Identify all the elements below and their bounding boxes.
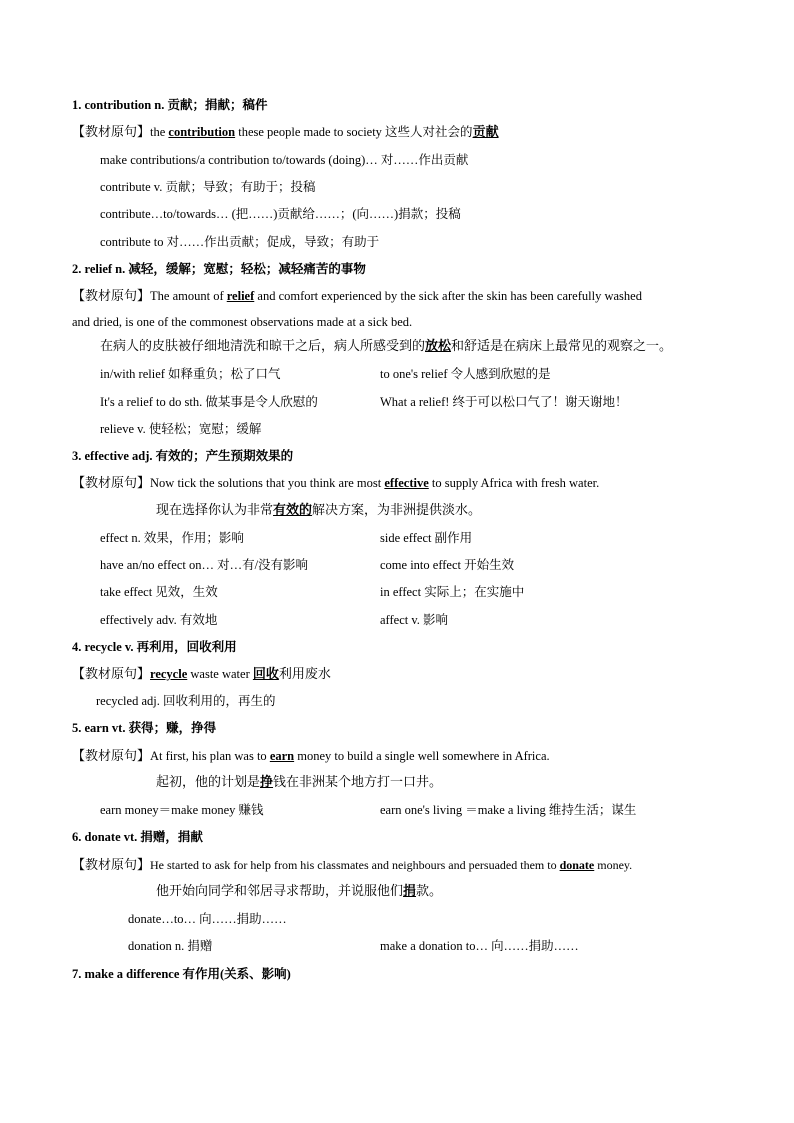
- example-tag: 【教材原句】: [72, 476, 151, 491]
- example-text: to supply Africa with fresh water.: [428, 476, 600, 490]
- example-keyword: recycle: [150, 667, 188, 681]
- item-2-example-cont: and dried, is one of the commonest observations made at a sick bed.: [72, 315, 413, 329]
- item-3-phrase: side effect 副作用: [380, 531, 473, 545]
- item-4-heading: 4. recycle v. 再利用，回收利用: [72, 640, 237, 654]
- translation-keyword: 放松: [425, 339, 452, 354]
- item-6-phrase: make a donation to… 向……捐助……: [380, 939, 579, 953]
- example-text: Now tick the solutions that you think are most: [150, 476, 385, 490]
- item-2-phrase: relieve v. 使轻松；宽慰；缓解: [100, 422, 262, 436]
- translation-keyword: 挣: [260, 775, 274, 790]
- item-3-heading: 3. effective adj. 有效的；产生预期效果的: [72, 449, 294, 463]
- item-1-phrase: contribute to 对……作出贡献；促成，导致；有助于: [100, 235, 380, 249]
- item-1-example: [72, 124, 499, 141]
- example-keyword-zh: 贡献: [472, 125, 499, 140]
- example-keyword: earn: [269, 749, 295, 763]
- item-1-phrase: contribute v. 贡献；导致；有助于；投稿: [100, 180, 316, 194]
- example-keyword: contribution: [168, 125, 236, 139]
- example-text: money.: [594, 858, 633, 872]
- item-5-phrase: earn money＝make money 赚钱: [100, 803, 264, 817]
- example-text: money to build a single well somewhere in Africa.: [294, 749, 550, 763]
- example-text: At first, his plan was to: [150, 749, 270, 763]
- translation-text: 他开始向同学和邻居寻求帮助，并说服他们: [156, 884, 404, 899]
- item-3-phrase: affect v. 影响: [380, 613, 449, 627]
- example-text: He started to ask for help from his classmates and neighbours and persuaded them to: [150, 858, 560, 872]
- translation-keyword: 有效的: [273, 503, 313, 518]
- translation-text: 款。: [416, 884, 443, 899]
- item-7-heading: 7. make a difference 有作用(关系、影响): [72, 967, 291, 981]
- item-2-phrase: What a relief! 终于可以松口气了！谢天谢地！: [380, 395, 628, 409]
- item-3-translation: [156, 503, 481, 519]
- item-5-phrase: earn one's living ＝make a living 维持生活；谋生: [380, 803, 637, 817]
- item-2-phrase: in/with relief 如释重负；松了口气: [100, 367, 281, 381]
- item-6-example: [72, 857, 632, 874]
- translation-text: 在病人的皮肤被仔细地清洗和晾干之后，病人所感受到的: [100, 339, 426, 354]
- item-4-example: [72, 666, 331, 683]
- translation-keyword: 捐: [403, 884, 417, 899]
- item-3-phrase: come into effect 开始生效: [380, 558, 515, 572]
- example-tag: 【教材原句】: [72, 667, 151, 682]
- item-2-phrase: It's a relief to do sth. 做某事是令人欣慰的: [100, 395, 318, 409]
- example-tag: 【教材原句】: [72, 289, 151, 304]
- example-tag: 【教材原句】: [72, 749, 151, 764]
- item-4-phrase: recycled adj. 回收利用的，再生的: [96, 694, 276, 708]
- translation-text: 和舒适是在病床上最常见的观察之一。: [451, 339, 673, 354]
- item-2-translation: [100, 339, 672, 355]
- translation-text: 解决方案，为非洲提供淡水。: [312, 503, 482, 518]
- item-1-phrase: contribute…to/towards… (把……)贡献给……；(向……)捐款；投稿: [100, 207, 461, 221]
- item-5-example: [72, 748, 550, 765]
- example-keyword-zh: 回收: [252, 667, 279, 682]
- example-keyword: relief: [226, 289, 255, 303]
- item-6-heading: 6. donate vt. 捐赠，捐献: [72, 830, 203, 844]
- item-1-heading: 1. contribution n. 贡献；捐献；稿件: [72, 98, 268, 112]
- example-text-zh: 利用废水: [278, 667, 331, 682]
- example-text: and comfort experienced by the sick after the skin has been carefully washed: [254, 289, 642, 303]
- item-3-phrase: take effect 见效，生效: [100, 585, 218, 599]
- item-5-translation: [156, 775, 442, 791]
- item-6-phrase: donation n. 捐赠: [128, 939, 213, 953]
- example-keyword: donate: [559, 858, 595, 872]
- item-3-phrase: have an/no effect on… 对…有/没有影响: [100, 558, 309, 572]
- item-5-heading: 5. earn vt. 获得；赚，挣得: [72, 721, 217, 735]
- item-3-example: [72, 475, 599, 492]
- item-2-example: [72, 288, 642, 305]
- item-2-heading: 2. relief n. 减轻，缓解；宽慰；轻松；减轻痛苦的事物: [72, 262, 366, 276]
- translation-text: 钱在非洲某个地方打一口井。: [273, 775, 443, 790]
- example-tag: 【教材原句】: [72, 858, 151, 873]
- item-2-phrase: to one's relief 令人感到欣慰的是: [380, 367, 551, 381]
- example-tag: 【教材原句】: [72, 125, 151, 140]
- item-3-phrase: effect n. 效果，作用；影响: [100, 531, 244, 545]
- translation-text: 起初，他的计划是: [156, 775, 261, 790]
- item-1-phrase: make contributions/a contribution to/towards (doing)… 对……作出贡献: [100, 153, 469, 167]
- example-text: The amount of: [150, 289, 227, 303]
- translation-text: 现在选择你认为非常: [156, 503, 274, 518]
- item-3-phrase: effectively adv. 有效地: [100, 613, 218, 627]
- example-text: waste water: [187, 667, 253, 681]
- example-text: the: [150, 125, 169, 139]
- item-6-phrase: donate…to… 向……捐助……: [128, 912, 287, 926]
- item-6-translation: [156, 884, 442, 900]
- example-keyword: effective: [384, 476, 429, 490]
- example-text: these people made to society 这些人对社会的: [235, 125, 473, 139]
- item-3-phrase: in effect 实际上；在实施中: [380, 585, 525, 599]
